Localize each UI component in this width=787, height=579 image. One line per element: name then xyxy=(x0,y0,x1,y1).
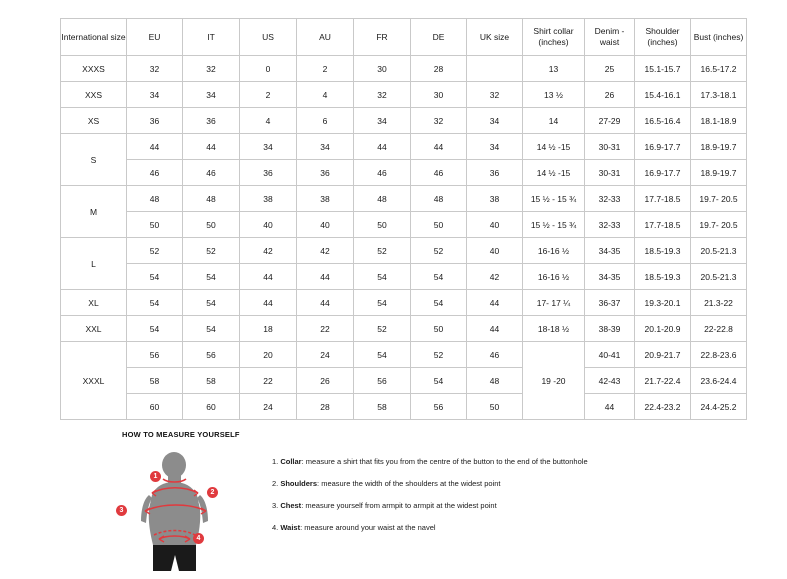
table-cell: 40 xyxy=(240,212,297,238)
column-header-it: IT xyxy=(183,19,240,56)
table-cell: 54 xyxy=(411,290,467,316)
table-cell: 16.9-17.7 xyxy=(635,160,691,186)
table-cell: 42 xyxy=(297,238,354,264)
table-cell: 25 xyxy=(585,56,635,82)
table-cell: 52 xyxy=(127,238,183,264)
measure-note-1-term: Collar xyxy=(280,457,302,466)
table-cell: 15 ½ - 15 ¾ xyxy=(523,212,585,238)
table-cell: 14 ½ -15 xyxy=(523,160,585,186)
table-cell: 34 xyxy=(240,134,297,160)
table-cell: 15.4-16.1 xyxy=(635,82,691,108)
row-label-l: L xyxy=(61,238,127,290)
table-cell: 48 xyxy=(127,186,183,212)
measure-note-1-text: : measure a shirt that fits you from the centre of the button to the end of the buttonhole xyxy=(301,457,588,466)
table-cell: 54 xyxy=(354,290,411,316)
row-label-m: M xyxy=(61,186,127,238)
table-cell: 54 xyxy=(411,368,467,394)
table-cell: 44 xyxy=(467,290,523,316)
table-cell: 50 xyxy=(127,212,183,238)
table-cell: 18 xyxy=(240,316,297,342)
table-cell: 6 xyxy=(297,108,354,134)
measure-note-1: 1. Collar: measure a shirt that fits you from the centre of the button to the end of the buttonhole xyxy=(272,457,588,466)
table-cell: 17.7-18.5 xyxy=(635,212,691,238)
table-cell: 52 xyxy=(354,238,411,264)
table-header-row xyxy=(61,19,747,56)
table-cell: 32 xyxy=(354,82,411,108)
table-cell: 17.7-18.5 xyxy=(635,186,691,212)
table-row xyxy=(61,316,747,342)
table-body xyxy=(61,56,747,420)
table-cell: 54 xyxy=(354,264,411,290)
table-cell: 24 xyxy=(240,394,297,420)
table-row xyxy=(61,160,747,186)
table-cell: 0 xyxy=(240,56,297,82)
table-cell: 42-43 xyxy=(585,368,635,394)
table-cell: 52 xyxy=(183,238,240,264)
measure-note-1-number: 1 xyxy=(272,457,277,466)
table-cell: 32-33 xyxy=(585,186,635,212)
table-cell: 58 xyxy=(183,368,240,394)
measure-note-3-number: 3 xyxy=(272,501,277,510)
table-cell: 56 xyxy=(127,342,183,368)
table-row xyxy=(61,264,747,290)
table-cell: 16-16 ½ xyxy=(523,238,585,264)
table-cell: 58 xyxy=(127,368,183,394)
table-cell: 18-18 ½ xyxy=(523,316,585,342)
table-cell: 36 xyxy=(240,160,297,186)
table-cell: 22 xyxy=(297,316,354,342)
table-cell: 19.7- 20.5 xyxy=(691,186,747,212)
table-row xyxy=(61,342,747,368)
table-cell: 26 xyxy=(585,82,635,108)
table-cell: 38 xyxy=(467,186,523,212)
row-label-xxxs: XXXS xyxy=(61,56,127,82)
table-cell: 18.5-19.3 xyxy=(635,264,691,290)
table-cell: 22 xyxy=(240,368,297,394)
table-cell: 38 xyxy=(240,186,297,212)
table-cell: 60 xyxy=(127,394,183,420)
table-cell: 46 xyxy=(127,160,183,186)
table-cell: 30 xyxy=(354,56,411,82)
measure-note-4: 4. Waist: measure around your waist at the navel xyxy=(272,523,436,532)
table-cell: 38-39 xyxy=(585,316,635,342)
table-cell: 54 xyxy=(411,264,467,290)
table-cell: 54 xyxy=(183,316,240,342)
table-cell: 56 xyxy=(354,368,411,394)
table-cell: 20.5-21.3 xyxy=(691,264,747,290)
table-cell: 30-31 xyxy=(585,134,635,160)
table-cell: 4 xyxy=(240,108,297,134)
table-row xyxy=(61,368,747,394)
table-cell: 44 xyxy=(411,134,467,160)
table-cell: 30 xyxy=(411,82,467,108)
table-cell: 32 xyxy=(411,108,467,134)
column-header-au: AU xyxy=(297,19,354,56)
table-cell: 34-35 xyxy=(585,264,635,290)
measure-note-3-text: : measure yourself from armpit to armpit at the widest point xyxy=(301,501,497,510)
table-cell: 52 xyxy=(354,316,411,342)
table-cell: 38 xyxy=(297,186,354,212)
how-to-measure-section xyxy=(119,430,762,569)
column-header-shoulder: Shoulder (inches) xyxy=(635,19,691,56)
table-cell: 16.5-16.4 xyxy=(635,108,691,134)
table-cell: 34 xyxy=(183,82,240,108)
table-cell: 34 xyxy=(467,108,523,134)
table-cell: 54 xyxy=(127,264,183,290)
row-label-s: S xyxy=(61,134,127,186)
table-cell: 46 xyxy=(411,160,467,186)
table-cell: 42 xyxy=(467,264,523,290)
table-cell: 20.5-21.3 xyxy=(691,238,747,264)
table-cell: 32 xyxy=(183,56,240,82)
body-measurement-figure xyxy=(119,449,242,569)
table-cell: 50 xyxy=(411,212,467,238)
table-cell: 18.9-19.7 xyxy=(691,160,747,186)
column-header-eu: EU xyxy=(127,19,183,56)
table-cell: 18.1-18.9 xyxy=(691,108,747,134)
marker-3-chest: 3 xyxy=(116,505,127,516)
table-cell: 20 xyxy=(240,342,297,368)
measure-note-2-number: 2 xyxy=(272,479,277,488)
table-row xyxy=(61,108,747,134)
table-cell: 44 xyxy=(467,316,523,342)
table-cell: 30-31 xyxy=(585,160,635,186)
table-cell: 28 xyxy=(411,56,467,82)
table-cell: 42 xyxy=(240,238,297,264)
row-label-xs: XS xyxy=(61,108,127,134)
table-cell: 44 xyxy=(240,264,297,290)
table-cell: 48 xyxy=(467,368,523,394)
table-cell: 50 xyxy=(354,212,411,238)
table-cell: 15 ½ - 15 ¾ xyxy=(523,186,585,212)
table-cell: 34 xyxy=(354,108,411,134)
table-cell: 36 xyxy=(467,160,523,186)
table-cell: 48 xyxy=(411,186,467,212)
table-cell: 36-37 xyxy=(585,290,635,316)
table-row xyxy=(61,212,747,238)
table-cell: 14 xyxy=(523,108,585,134)
table-cell: 34 xyxy=(297,134,354,160)
table-cell: 58 xyxy=(354,394,411,420)
table-cell: 44 xyxy=(127,134,183,160)
table-cell: 34-35 xyxy=(585,238,635,264)
table-cell: 36 xyxy=(297,160,354,186)
table-cell: 54 xyxy=(127,316,183,342)
table-cell: 50 xyxy=(467,394,523,420)
measure-note-4-number: 4 xyxy=(272,523,277,532)
table-cell: 24 xyxy=(297,342,354,368)
table-cell: 46 xyxy=(467,342,523,368)
table-cell: 32 xyxy=(127,56,183,82)
table-cell: 22.4-23.2 xyxy=(635,394,691,420)
table-cell: 34 xyxy=(127,82,183,108)
marker-1-collar: 1 xyxy=(150,471,161,482)
measure-note-3-term: Chest xyxy=(280,501,302,510)
table-cell: 21.7-22.4 xyxy=(635,368,691,394)
table-cell: 20.9-21.7 xyxy=(635,342,691,368)
table-row xyxy=(61,394,747,420)
table-cell: 4 xyxy=(297,82,354,108)
table-cell: 40-41 xyxy=(585,342,635,368)
table-cell: 13 ½ xyxy=(523,82,585,108)
marker-2-shoulders: 2 xyxy=(207,487,218,498)
table-cell: 32 xyxy=(467,82,523,108)
table-cell: 36 xyxy=(127,108,183,134)
table-cell: 54 xyxy=(183,290,240,316)
table-cell: 21.3-22 xyxy=(691,290,747,316)
table-row xyxy=(61,186,747,212)
table-cell: 32-33 xyxy=(585,212,635,238)
table-cell: 44 xyxy=(240,290,297,316)
measure-note-2-term: Shoulders xyxy=(280,479,318,488)
table-cell: 52 xyxy=(411,342,467,368)
table-cell: 46 xyxy=(183,160,240,186)
table-cell: 28 xyxy=(297,394,354,420)
table-cell: 23.6-24.4 xyxy=(691,368,747,394)
table-cell: 13 xyxy=(523,56,585,82)
table-cell: 48 xyxy=(183,186,240,212)
table-cell: 2 xyxy=(297,56,354,82)
table-cell: 19.7- 20.5 xyxy=(691,212,747,238)
table-cell xyxy=(467,56,523,82)
table-row xyxy=(61,82,747,108)
column-header-fr: FR xyxy=(354,19,411,56)
table-cell: 56 xyxy=(411,394,467,420)
table-cell: 22-22.8 xyxy=(691,316,747,342)
column-header-uk-size: UK size xyxy=(467,19,523,56)
table-cell: 40 xyxy=(467,212,523,238)
measure-note-2: 2. Shoulders: measure the width of the shoulders at the widest point xyxy=(272,479,501,488)
column-header-bust: Bust (inches) xyxy=(691,19,747,56)
table-cell: 17- 17 ¼ xyxy=(523,290,585,316)
table-cell: 50 xyxy=(411,316,467,342)
table-cell: 16.9-17.7 xyxy=(635,134,691,160)
table-cell: 54 xyxy=(127,290,183,316)
table-cell: 44 xyxy=(297,290,354,316)
table-cell: 19.3-20.1 xyxy=(635,290,691,316)
table-cell: 46 xyxy=(354,160,411,186)
row-label-xxs: XXS xyxy=(61,82,127,108)
size-chart-table xyxy=(60,18,747,420)
table-cell: 27-29 xyxy=(585,108,635,134)
table-cell: 54 xyxy=(183,264,240,290)
table-cell: 18.5-19.3 xyxy=(635,238,691,264)
table-cell: 52 xyxy=(411,238,467,264)
table-cell: 54 xyxy=(354,342,411,368)
table-cell: 36 xyxy=(183,108,240,134)
measure-note-2-text: : measure the width of the shoulders at the widest point xyxy=(317,479,501,488)
table-cell: 44 xyxy=(354,134,411,160)
table-cell: 24.4-25.2 xyxy=(691,394,747,420)
table-row xyxy=(61,134,747,160)
table-cell: 60 xyxy=(183,394,240,420)
table-cell: 16.5-17.2 xyxy=(691,56,747,82)
column-header-de: DE xyxy=(411,19,467,56)
table-cell: 14 ½ -15 xyxy=(523,134,585,160)
table-cell: 56 xyxy=(183,342,240,368)
table-cell: 17.3-18.1 xyxy=(691,82,747,108)
table-cell: 40 xyxy=(297,212,354,238)
table-cell: 44 xyxy=(297,264,354,290)
measure-note-3: 3. Chest: measure yourself from armpit to armpit at the widest point xyxy=(272,501,497,510)
column-header-shirt-collar: Shirt collar (inches) xyxy=(523,19,585,56)
table-cell: 50 xyxy=(183,212,240,238)
table-cell: 26 xyxy=(297,368,354,394)
table-cell: 40 xyxy=(467,238,523,264)
table-cell: 44 xyxy=(183,134,240,160)
torso-diagram-icon xyxy=(122,449,242,574)
table-cell: 20.1-20.9 xyxy=(635,316,691,342)
table-cell: 34 xyxy=(467,134,523,160)
measure-notes-list xyxy=(272,449,588,545)
table-cell: 2 xyxy=(240,82,297,108)
row-label-xl: XL xyxy=(61,290,127,316)
table-cell: 22.8-23.6 xyxy=(691,342,747,368)
column-header-us: US xyxy=(240,19,297,56)
measure-note-4-term: Waist xyxy=(280,523,301,532)
table-cell: 48 xyxy=(354,186,411,212)
marker-4-waist: 4 xyxy=(193,533,204,544)
row-label-xxxl: XXXL xyxy=(61,342,127,420)
table-cell: 44 xyxy=(585,394,635,420)
table-cell: 15.1-15.7 xyxy=(635,56,691,82)
table-row xyxy=(61,238,747,264)
table-row xyxy=(61,56,747,82)
column-header-denim-waist: Denim - waist xyxy=(585,19,635,56)
row-label-xxl: XXL xyxy=(61,316,127,342)
table-cell: 16-16 ½ xyxy=(523,264,585,290)
table-cell: 18.9-19.7 xyxy=(691,134,747,160)
how-to-measure-title: HOW TO MEASURE YOURSELF xyxy=(122,430,240,439)
cell-shirt-collar: 19 -20 xyxy=(523,342,585,420)
table-row xyxy=(61,290,747,316)
column-header-international-size: International size xyxy=(61,19,127,56)
measure-note-4-text: : measure around your waist at the navel xyxy=(300,523,436,532)
